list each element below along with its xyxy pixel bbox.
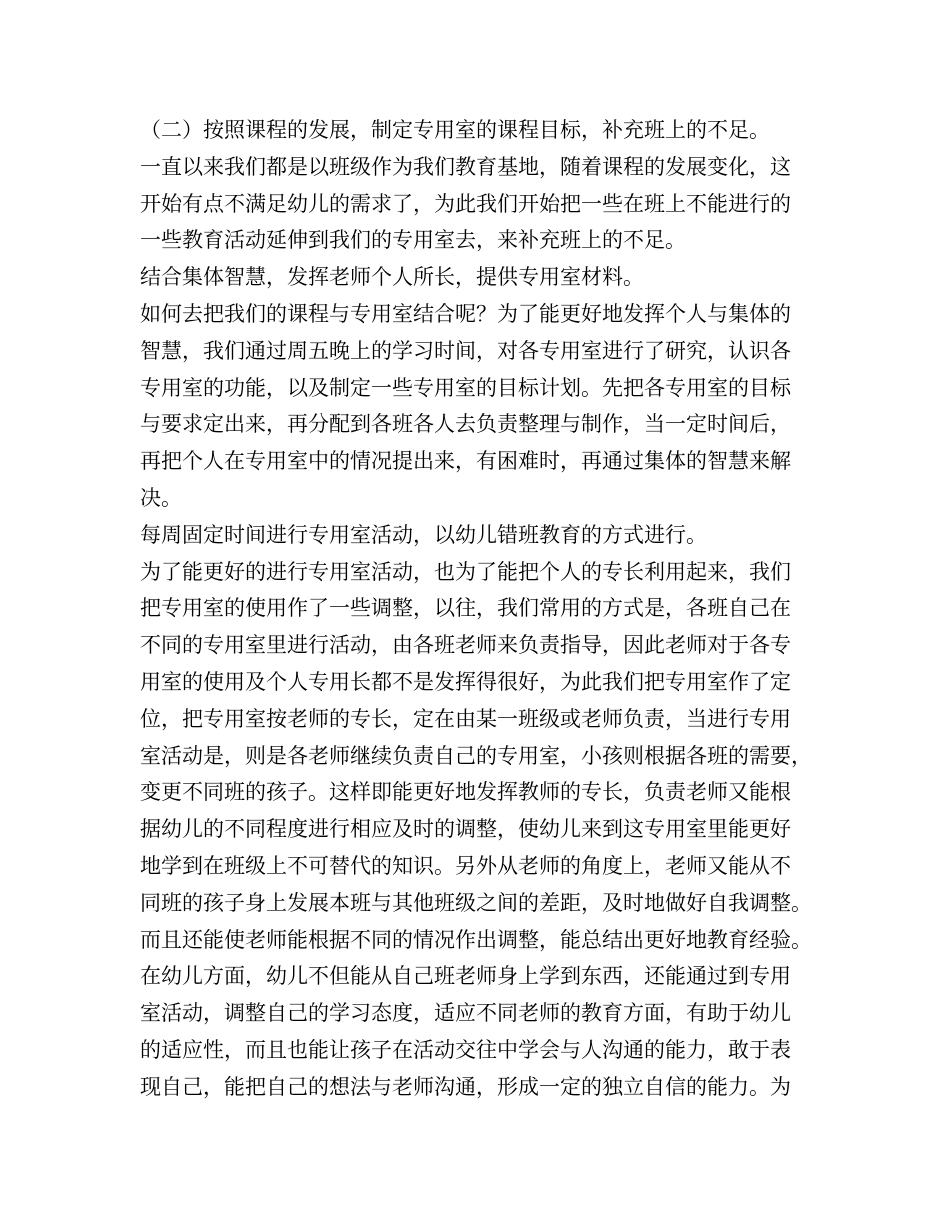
text-line: 现自己，能把自己的想法与老师沟通，形成一定的独立自信的能力。为 [140,1074,791,1099]
text-line: 而且还能使老师能根据不同的情况作出调整，能总结出更好地教育经验。 [140,927,812,952]
text-line: 与要求定出来，再分配到各班各人去负责整理与制作，当一定时间后， [140,412,791,437]
text-line: 在幼儿方面，幼儿不但能从自己班老师身上学到东西，还能通过到专用 [140,964,791,989]
text-line: 专用室的功能，以及制定一些专用室的目标计划。先把各专用室的目标 [140,375,791,400]
text-line: 开始有点不满足幼儿的需求了，为此我们开始把一些在班上不能进行的 [140,191,791,216]
text-line: 结合集体智慧，发挥老师个人所长，提供专用室材料。 [140,265,644,290]
text-line: （二）按照课程的发展，制定专用室的课程目标，补充班上的不足。 [140,118,770,142]
text-line: 位，把专用室按老师的专长，定在由某一班级或老师负责，当进行专用 [140,706,791,731]
text-line: 再把个人在专用室中的情况提出来，有困难时，再通过集体的智慧来解 [140,449,791,474]
text-line: 地学到在班级上不可替代的知识。另外从老师的角度上，老师又能从不 [140,853,791,878]
text-line: 一直以来我们都是以班级作为我们教育基地，随着课程的发展变化，这 [140,154,791,179]
body-text [140,112,840,1106]
text-line: 一些教育活动延伸到我们的专用室去，来补充班上的不足。 [140,228,686,253]
text-line: 智慧，我们通过周五晚上的学习时间，对各专用室进行了研究，认识各 [140,338,791,363]
text-line: 据幼儿的不同程度进行相应及时的调整，使幼儿来到这专用室里能更好 [140,817,791,842]
text-line: 用室的使用及个人专用长都不是发挥得很好，为此我们把专用室作了定 [140,669,791,694]
text-line: 把专用室的使用作了一些调整，以往，我们常用的方式是，各班自己在 [140,596,791,621]
text-line: 为了能更好的进行专用室活动，也为了能把个人的专长利用起来，我们 [140,559,791,584]
text-line: 决。 [140,485,182,510]
text-line: 每周固定时间进行专用室活动，以幼儿错班教育的方式进行。 [140,522,707,547]
text-line: 同班的孩子身上发展本班与其他班级之间的差距，及时地做好自我调整。 [140,890,812,915]
text-line: 不同的专用室里进行活动，由各班老师来负责指导，因此老师对于各专 [140,633,791,658]
text-line: 的适应性，而且也能让孩子在活动交往中学会与人沟通的能力，敢于表 [140,1037,791,1062]
text-line: 室活动，调整自己的学习态度，适应不同老师的教育方面，有助于幼儿 [140,1001,791,1026]
text-line: 如何去把我们的课程与专用室结合呢？为了能更好地发挥个人与集体的 [140,301,791,326]
text-line: 变更不同班的孩子。这样即能更好地发挥教师的专长，负责老师又能根 [140,780,791,805]
text-line: 室活动是，则是各老师继续负责自己的专用室，小孩则根据各班的需要， [140,743,812,768]
